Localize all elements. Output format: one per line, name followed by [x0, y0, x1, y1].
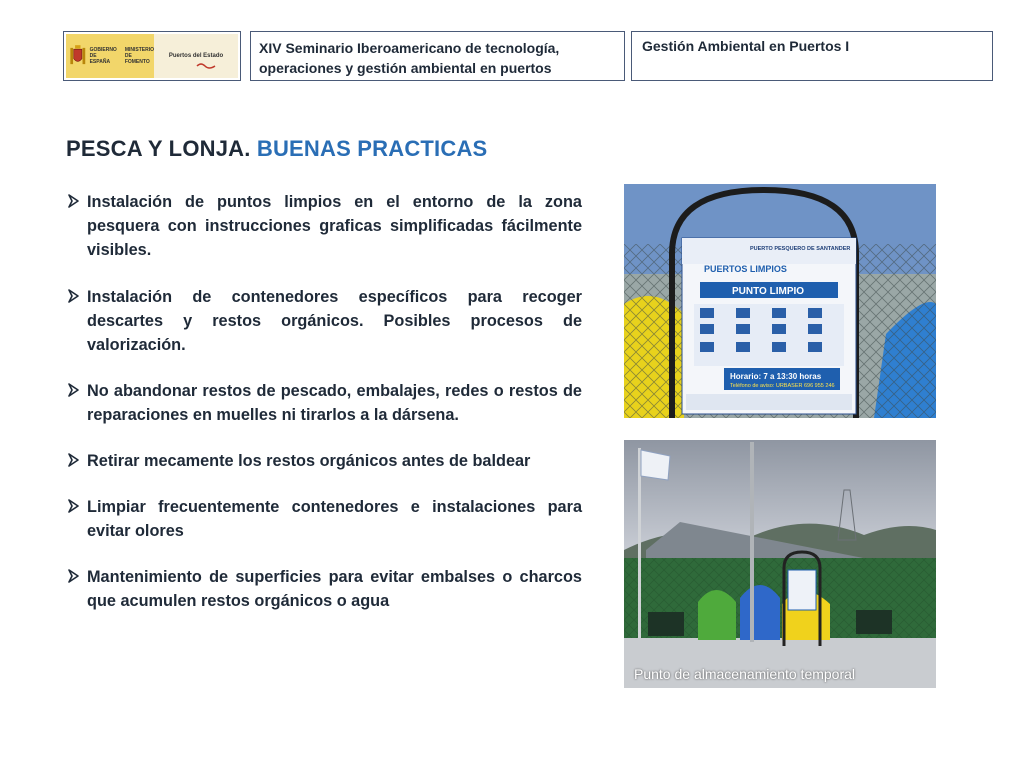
- bullet-list: [66, 190, 582, 613]
- bullet-item: [66, 449, 582, 473]
- arrow-bullet-icon: [66, 287, 84, 305]
- sign-phone-text: Teléfono de aviso: URBASER 696 955 246: [730, 383, 835, 389]
- sign-hours-text: Horario: 7 a 13:30 horas: [730, 372, 822, 381]
- sign-title-text: PUNTO LIMPIO: [732, 286, 805, 297]
- arrow-bullet-icon: [66, 451, 84, 469]
- bullet-item: [66, 190, 582, 262]
- arrow-bullet-icon: [66, 567, 84, 585]
- logo-ministerio-line2: DE FOMENTO: [124, 53, 150, 65]
- gobierno-logo: [66, 34, 154, 78]
- bullet-text: Limpiar frecuentemente contenedores e instalaciones para evitar olores: [87, 498, 582, 540]
- sign-brand-text: PUERTOS LIMPIOS: [704, 264, 787, 274]
- topic-title: Gestión Ambiental en Puertos I: [631, 31, 993, 81]
- arrow-bullet-icon: [66, 497, 84, 515]
- seminar-title: XIV Seminario Iberoamericano de tecnología, operaciones y gestión ambiental en puertos: [250, 31, 625, 81]
- bullet-item: [66, 565, 582, 613]
- bullet-item: [66, 285, 582, 357]
- bullet-text: No abandonar restos de pescado, embalajes, redes o restos de reparaciones en muelles ni tirarlos a la dársena.: [87, 382, 582, 424]
- bullet-text: Instalación de puntos limpios en el entorno de la zona pesquera con instrucciones graficas simplificadas fácilmente visibles.: [87, 193, 582, 259]
- ministry-logo: [63, 31, 241, 81]
- coat-of-arms-icon: [69, 38, 87, 74]
- bullet-text: Retirar mecamente los restos orgánicos antes de baldear: [87, 452, 531, 470]
- wave-icon: [196, 62, 216, 70]
- punto-limpio-photo: [624, 184, 936, 418]
- puertos-del-estado-logo: [154, 34, 238, 78]
- bullet-text: Mantenimiento de superficies para evitar embalses o charcos que acumulen restos orgánicos o agua: [87, 568, 582, 610]
- arrow-bullet-icon: [66, 192, 84, 210]
- punto-limpio-sign-illustration: [624, 184, 936, 418]
- bullet-item: [66, 379, 582, 427]
- bullet-item: [66, 495, 582, 543]
- logo-puertos-text: Puertos del Estado: [168, 53, 224, 59]
- logo-gobierno-line2: DE ESPAÑA: [89, 53, 111, 65]
- storage-point-illustration: [624, 440, 936, 688]
- storage-point-photo: [624, 440, 936, 688]
- arrow-bullet-icon: [66, 381, 84, 399]
- title-part1: PESCA Y LONJA.: [66, 136, 251, 161]
- photo-caption: Punto de almacenamiento temporal: [634, 666, 856, 682]
- logo-gobierno-line1: GOBIERNO: [89, 47, 117, 53]
- title-part2: BUENAS PRACTICAS: [256, 136, 488, 161]
- logo-ministerio-line1: MINISTERIO: [124, 47, 154, 53]
- sign-port-text: PUERTO PESQUERO DE SANTANDER: [750, 246, 851, 252]
- page-title: [66, 136, 487, 162]
- bullet-text: Instalación de contenedores específicos para recoger descartes y restos orgánicos. Posibles procesos de valorización.: [87, 288, 582, 354]
